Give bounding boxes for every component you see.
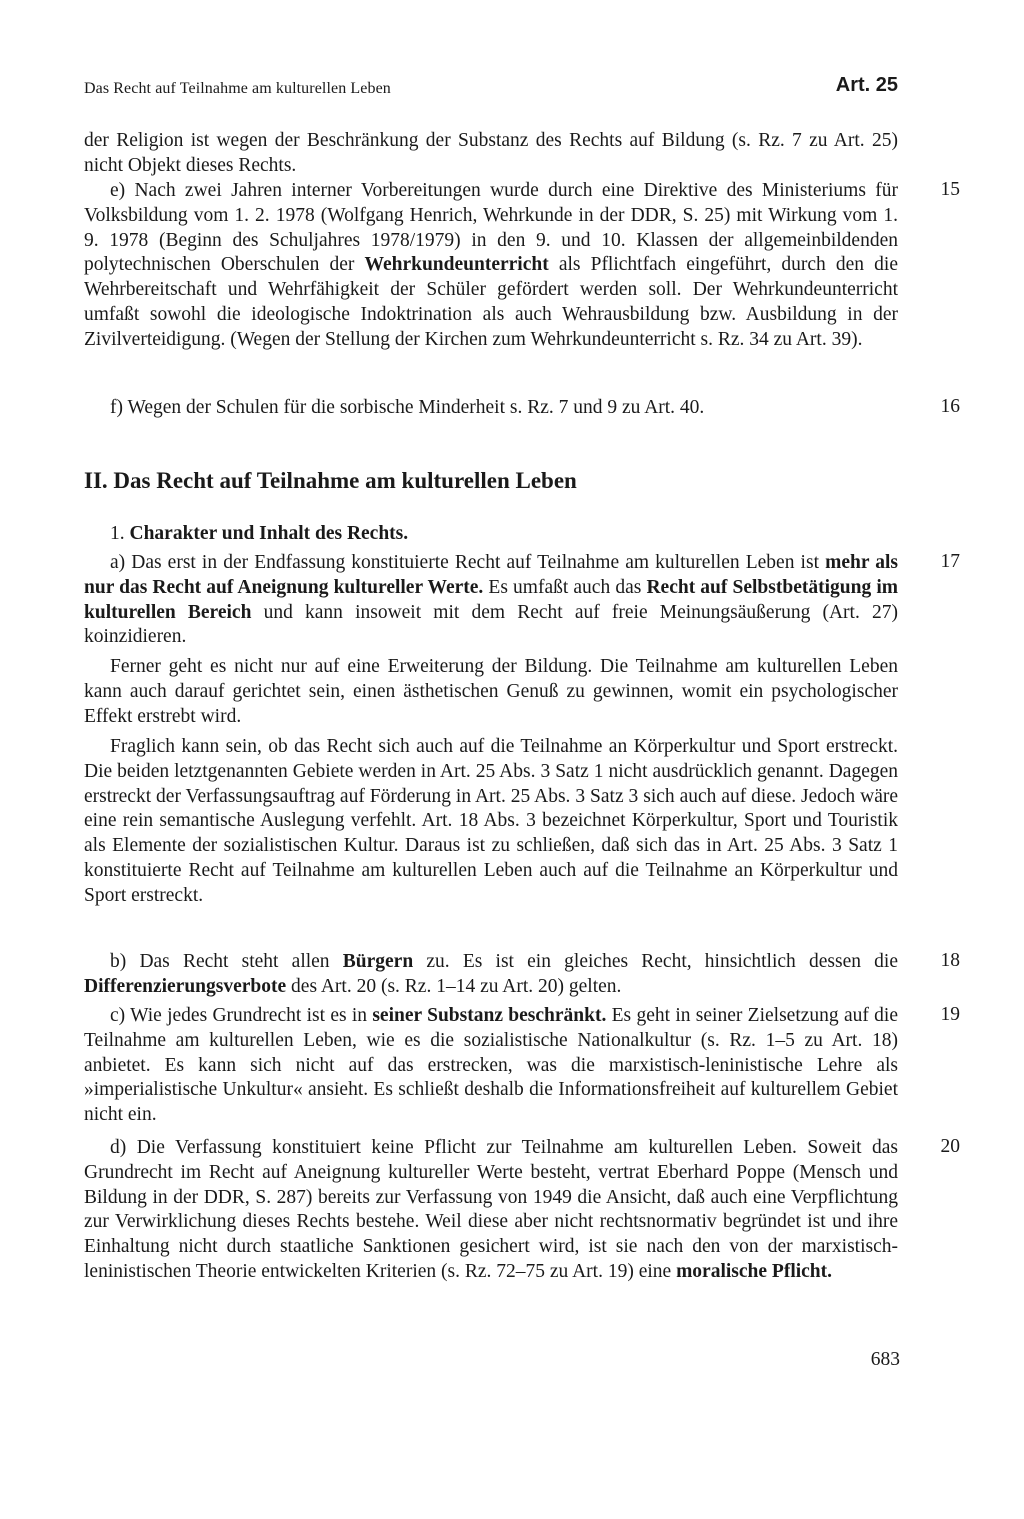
- bold-term: Bürgern: [342, 951, 414, 972]
- paragraph-text: b) Das Recht steht allen: [110, 951, 343, 972]
- paragraph-f: [84, 396, 898, 421]
- section-heading: II. Das Recht auf Teilnahme am kulturellen Leben: [84, 468, 577, 493]
- bold-term: Recht auf Selbstbetätigung im kulturellen Bereich: [84, 576, 898, 623]
- paragraph-text: d) Die Verfassung konstituiert keine Pflicht zur Teilnahme am kulturellen Leben. Soweit das Grundrecht im Recht auf Aneignung kultureller Werte besteht, vertrat Eberhard Poppe (Mensch und Bildung in der DDR, S. 287) bereits zur Verfassung von 1949 die Ansicht, daß auch eine Verpflichtung zur Verwirklichung dieses Rechts bestehe. Weil diese aber nicht rechtsnormativ begründet ist und ihre Einhaltung nicht durch staatliche Sanktionen gesichert wird, ist sie nach den von der marxistisch-leninistischen Theorie entwickelten Kriterien (s. Rz. 72–75 zu Art. 19) eine: [84, 1137, 898, 1282]
- paragraph-text: Es geht in seiner Zielsetzung auf die Teilnahme am kulturellen Leben, wie es die sozialistische Nationalkultur (s. Rz. 1–5 zu Art. 18) anbietet. Es kann sich nicht auf das erstrecken, was die marxistisch-leninistische Lehre als »imperialistische Unkultur« ansieht. Es schließt deshalb die Informationsfreiheit auf kulturellem Gebiet nicht ein.: [84, 1005, 898, 1126]
- margin-number: 19: [940, 1004, 960, 1025]
- paragraph-d: [84, 1136, 898, 1285]
- paragraph-text: f) Wegen der Schulen für die sorbische Minderheit s. Rz. 7 und 9 zu Art. 40.: [110, 397, 705, 418]
- margin-number: 20: [940, 1136, 960, 1157]
- paragraph-text: c) Wie jedes Grundrecht ist es in: [110, 1005, 373, 1026]
- paragraph-text: a) Das erst in der Endfassung konstituierte Recht auf Teilnahme am kulturellen Leben ist: [110, 552, 826, 573]
- margin-number: 17: [940, 551, 960, 572]
- paragraph-text: Ferner geht es nicht nur auf eine Erweiterung der Bildung. Die Teilnahme am kulturellen Leben kann auch darauf gerichtet sein, einen ästhetischen Genuß zu gewinnen, womit ein psychologischer Effekt erstrebt wird.: [84, 656, 898, 727]
- paragraph-a: [84, 551, 898, 650]
- margin-number: 18: [940, 950, 960, 971]
- paragraph-text: der Religion ist wegen der Beschränkung der Substanz des Rechts auf Bildung (s. Rz. 7 zu Art. 25) nicht Objekt dieses Rechts.: [84, 130, 898, 176]
- article-tag: Art. 25: [835, 74, 898, 96]
- paragraph-a-2: [84, 655, 898, 729]
- paragraph-text: zu. Es ist ein gleiches Recht, hinsichtlich dessen die: [413, 951, 898, 972]
- paragraph-text: Fraglich kann sein, ob das Recht sich auch auf die Teilnahme an Körperkultur und Sport erstreckt. Die beiden letztgenannten Gebiete werden in Art. 25 Abs. 3 Satz 1 nicht ausdrücklich genannt. Dagegen erstreckt der Verfassungsauftrag auf Förderung in Art. 25 Abs. 3 Satz 3 sich auch auf diese. Jedoch wäre eine rein semantische Auslegung verfehlt. Art. 18 Abs. 3 bezeichnet Körperkultur, Sport und Touristik als Elemente der sozialistischen Kultur. Daraus ist zu schließen, daß sich das in Art. 25 Abs. 3 Satz 1 konstituierte Recht auf Teilnahme am kulturellen Leben auch auf die Teilnahme an Körperkultur und Sport erstreckt.: [84, 736, 898, 906]
- subsection-title: Charakter und Inhalt des Rechts.: [129, 523, 409, 544]
- paragraph-a-3: [84, 735, 898, 909]
- paragraph-text: Es umfaßt auch das: [483, 576, 647, 598]
- paragraph-b: [84, 950, 898, 1000]
- paragraph-text: des Art. 20 (s. Rz. 1–14 zu Art. 20) gelten.: [286, 975, 622, 997]
- margin-number: 16: [940, 396, 960, 417]
- page-number: 683: [870, 1349, 900, 1370]
- paragraph-text: e) Nach zwei Jahren interner Vorbereitungen wurde durch eine Direktive des Ministeriums für Volksbildung vom 1. 2. 1978 (Wolfgang Henrich, Wehrkunde in der DDR, S. 25) mit Wirkung vom 1. 9. 1978 (Beginn des Schuljahres 1978/1979) in den 9. und 10. Klassen der allgemeinbildenden polytechnischen Oberschulen der: [84, 180, 898, 276]
- paragraph-text: als Pflichtfach eingeführt, durch den die Wehrbereitschaft und Wehrfähigkeit der Schüler gefördert werden soll. Der Wehrkundeunterricht umfaßt sowohl die ideologische Indoktrination als auch Wehrausbildung bzw. Ausbildung in der Zivilverteidigung. (Wegen der Stellung der Kirchen zum Wehrkundeunterricht s. Rz. 34 zu Art. 39).: [84, 254, 898, 350]
- paragraph-continuation: [84, 129, 898, 179]
- bold-term: Differenzierungsverbote: [84, 975, 287, 997]
- bold-term: moralische Pflicht.: [676, 1260, 833, 1282]
- subsection-heading: [110, 523, 408, 545]
- bold-term: Wehrkundeunterricht: [364, 254, 549, 276]
- paragraph-text: und kann insoweit mit dem Recht auf freie Meinungsäußerung (Art. 27) koinzidieren.: [84, 601, 898, 648]
- subsection-number: 1.: [110, 523, 125, 544]
- paragraph-e: [84, 179, 898, 353]
- running-head: Das Recht auf Teilnahme am kulturellen Leben: [84, 80, 391, 97]
- bold-term: seiner Substanz beschränkt.: [372, 1005, 607, 1026]
- paragraph-c: [84, 1004, 898, 1128]
- margin-number: 15: [940, 179, 960, 200]
- bold-term: mehr als nur das Recht auf Aneignung kultureller Werte.: [84, 552, 898, 598]
